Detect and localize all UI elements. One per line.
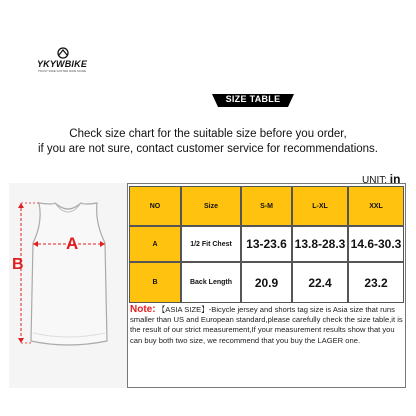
note-text: 【ASIA SIZE】-Bicycle jersey and shorts tag size is Asia size that runs smaller than US and European standard,please carefully check the size table,it is the result of our strict measurement,If your measurement results show that you can buy both two size, we recommend that you buy the LAGER one. — [130, 305, 403, 345]
row-b-s-m: 20.9 — [241, 262, 292, 303]
intro-line-1: Check size chart for the suitable size before you order, — [69, 128, 347, 140]
header-s-m: S-M — [241, 186, 292, 226]
header-no: NO — [129, 186, 181, 226]
row-b-l-xl: 22.4 — [292, 262, 348, 303]
header-l-xl: L-XL — [292, 186, 348, 226]
row-b-measure: Back Length — [181, 262, 241, 303]
asia-size-note — [130, 305, 404, 385]
bike-logo-icon — [54, 47, 72, 59]
header-xxl: XXL — [348, 186, 404, 226]
row-a-xxl: 14.6-30.3 — [348, 226, 404, 262]
garment-diagram — [9, 183, 128, 388]
unit-label: UNIT: — [362, 175, 387, 186]
row-a-no: A — [129, 226, 181, 262]
brand-tagline: TRUST RIDE FASTER RIDE MORE — [37, 69, 87, 73]
row-a-s-m: 13-23.6 — [241, 226, 292, 262]
row-a-l-xl: 13.8-28.3 — [292, 226, 348, 262]
size-table-title: SIZE TABLE — [225, 94, 281, 104]
unit-value: in — [389, 172, 401, 186]
note-label: Note: — [130, 304, 156, 315]
row-b-no: B — [129, 262, 181, 303]
size-table-banner — [212, 94, 294, 107]
measure-a-label: A — [66, 234, 79, 253]
brand-logo — [12, 47, 112, 73]
row-a-measure: 1/2 Fit Chest — [181, 226, 241, 262]
vest-outline-icon — [9, 183, 128, 388]
intro-line-2: if you are not sure, contact customer service for recommendations. — [37, 143, 379, 155]
measure-b-label: B — [12, 256, 24, 273]
brand-name: YKYWBIKE — [36, 59, 88, 69]
header-size: Size — [181, 186, 241, 226]
row-b-xxl: 23.2 — [348, 262, 404, 303]
